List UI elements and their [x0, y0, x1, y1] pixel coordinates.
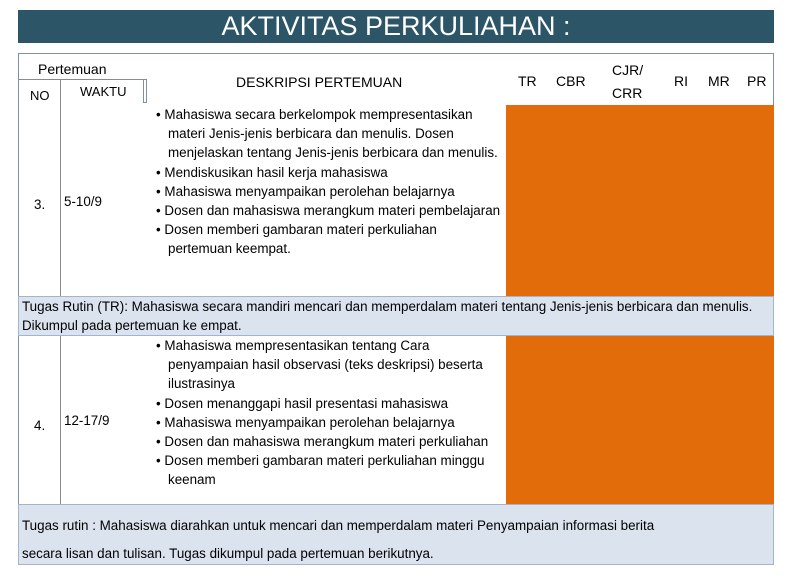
row-3-waktu: 5-10/9	[64, 194, 102, 209]
row-3-no: 3.	[34, 197, 46, 212]
header-divider	[18, 79, 144, 80]
score-block-row-4	[506, 336, 774, 504]
header-mr: MR	[708, 73, 730, 89]
header-deskripsi: DESKRIPSI PERTEMUAN	[236, 74, 403, 90]
header-cjr: CJR/	[612, 62, 644, 78]
list-item: • Dosen memberi gambaran materi perkuliahan minggu keenam	[150, 451, 504, 489]
header-small-box	[143, 79, 147, 103]
list-item: • Dosen menanggapi hasil presentasi mahasiswa	[150, 394, 504, 413]
tugas-row-4-line-2: secara lisan dan tulisan. Tugas dikumpul pada pertemuan berikutnya.	[22, 546, 434, 561]
header-waktu: WAKTU	[80, 84, 127, 99]
header-tr: TR	[518, 73, 537, 89]
list-item: • Dosen dan mahasiswa merangkum materi pembelajaran	[150, 201, 504, 220]
header-crr: CRR	[612, 85, 643, 101]
tugas-row-3: Tugas Rutin (TR): Mahasiswa secara mandiri mencari dan memperdalam materi tentang Jenis-jenis berbicara dan menulis. Dikumpul pada pertemuan ke empat.	[22, 299, 753, 333]
header-pr: PR	[747, 73, 767, 89]
list-item: • Mahasiswa menyampaikan perolehan belajarnya	[150, 413, 504, 432]
score-block-row-3	[506, 105, 774, 296]
list-item: • Mendiskusikan hasil kerja mahasiswa	[150, 163, 504, 182]
page-title: AKTIVITAS PERKULIAHAN :	[18, 10, 774, 43]
row-4-description	[150, 336, 504, 490]
header-no: NO	[30, 88, 50, 103]
header-ri: RI	[674, 73, 688, 89]
header-pertemuan: Pertemuan	[38, 61, 107, 77]
list-item: • Mahasiswa mempresentasikan tentang Cara penyampaian hasil observasi (teks deskripsi) beserta ilustrasinya	[150, 336, 504, 394]
column-separator	[60, 79, 61, 296]
tugas-row-4-line-1: Tugas rutin : Mahasiswa diarahkan untuk mencari dan memperdalam materi Penyampaian informasi berita	[22, 518, 655, 533]
list-item: • Dosen memberi gambaran materi perkuliahan pertemuan keempat.	[150, 220, 504, 258]
list-item: • Mahasiswa menyampaikan perolehan belajarnya	[150, 182, 504, 201]
header-cbr: CBR	[556, 73, 586, 89]
list-item: • Mahasiswa secara berkelompok mempresentasikan materi Jenis-jenis berbicara dan menulis. Dosen menjelaskan tentang Jenis-jenis berbicara dan menulis.	[150, 105, 504, 163]
row-4-waktu: 12-17/9	[64, 413, 110, 428]
row-3-description	[150, 105, 504, 259]
row-4-no: 4.	[34, 418, 46, 433]
list-item: • Dosen dan mahasiswa merangkum materi perkuliahan	[150, 432, 504, 451]
column-separator	[60, 336, 61, 504]
